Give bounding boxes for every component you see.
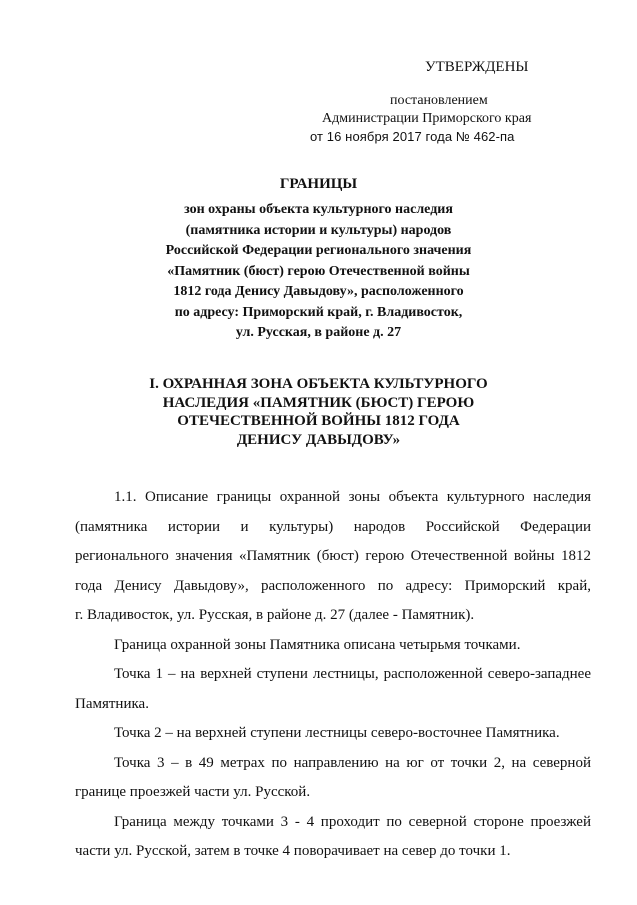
paragraph-1-line: г. Владивосток, ул. Русская, в районе д. 27 (далее - Памятник).	[75, 607, 475, 623]
paragraph-4: Точка 2 – на верхней ступени лестницы северо-восточнее Памятника.	[114, 725, 560, 741]
section-heading-line: НАСЛЕДИЯ «ПАМЯТНИК (БЮСТ) ГЕРОЮ	[162, 394, 475, 411]
paragraph-3-line: Памятника.	[75, 695, 149, 712]
by-decree-text: постановлением	[390, 93, 488, 108]
document-subtitle	[0, 200, 637, 344]
subtitle-line: Российской Федерации регионального значения	[165, 243, 472, 258]
subtitle-line: ул. Русская, в районе д. 27	[235, 325, 402, 340]
section-heading-line: I. ОХРАННАЯ ЗОНА ОБЪЕКТА КУЛЬТУРНОГО	[149, 376, 488, 392]
paragraph-1-line: регионального значения «Памятник (бюст) герою Отечественной войны 1812	[75, 548, 591, 564]
paragraph-1-line: 1.1. Описание границы охранной зоны объекта культурного наследия	[114, 489, 591, 505]
decree-date-number: от 16 ноября 2017 года № 462-па	[310, 129, 515, 144]
paragraph-6-line: Граница между точками 3 - 4 проходит по северной стороне проезжей	[114, 813, 591, 830]
subtitle-line: зон охраны объекта культурного наследия	[184, 202, 453, 217]
administration-name: Администрации Приморского края	[322, 111, 532, 126]
approval-block	[310, 92, 582, 146]
subtitle-line: 1812 года Денису Давыдову», расположенного	[173, 284, 464, 299]
document-title: ГРАНИЦЫ	[279, 176, 358, 192]
paragraph-6-line: части ул. Русской, затем в точке 4 поворачивает на север до точки 1.	[75, 843, 511, 859]
paragraph-1-line: года Денису Давыдову», расположенного по адресу: Приморский край,	[75, 577, 591, 594]
paragraph-5-line: границе проезжей части ул. Русской.	[75, 784, 311, 800]
paragraph-5-line: Точка 3 – в 49 метрах по направлению на юг от точки 2, на северной	[114, 754, 591, 771]
paragraph-1-line: (памятника истории и культуры) народов Российской Федерации	[75, 518, 591, 535]
section-heading-line: ОТЕЧЕСТВЕННОЙ ВОЙНЫ 1812 ГОДА	[177, 413, 460, 429]
subtitle-line: по адресу: Приморский край, г. Владивосток,	[174, 304, 463, 320]
subtitle-line: (памятника истории и культуры) народов	[185, 222, 452, 238]
section-heading	[0, 375, 637, 449]
paragraph-3-line: Точка 1 – на верхней ступени лестницы, расположенной северо-западнее	[114, 666, 591, 682]
subtitle-line: «Памятник (бюст) герою Отечественной войны	[167, 263, 470, 279]
approved-label: УТВЕРЖДЕНЫ	[425, 59, 529, 75]
document-body	[75, 483, 591, 867]
paragraph-2: Граница охранной зоны Памятника описана четырьмя точками.	[114, 636, 521, 653]
section-heading-line: ДЕНИСУ ДАВЫДОВУ»	[236, 431, 401, 448]
